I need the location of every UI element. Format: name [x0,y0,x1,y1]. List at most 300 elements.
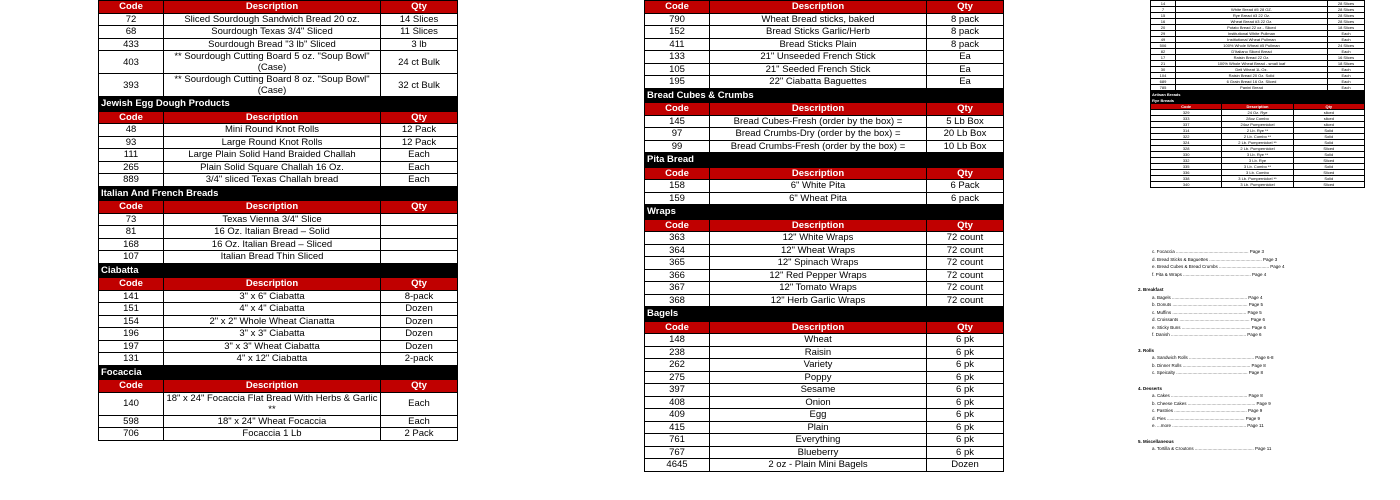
product-qty: 8-pack [381,290,458,303]
product-qty: Each [381,174,458,187]
column-header: Qty [927,1,1004,14]
section-title: Italian And French Breads [99,187,458,200]
product-code: 367 [645,282,710,295]
product-qty: 6 pk [927,421,1004,434]
table-row [645,282,1004,295]
toc-entry[interactable]: c. Speicalty ......................................................... Page 8 [1152,370,1264,375]
product-qty: Solid [1293,134,1364,140]
column-header: Code [645,321,710,334]
toc-group [1136,347,1381,377]
product-code: 265 [99,161,164,174]
column-header: Qty [381,1,458,14]
section-title: Bread Cubes & Crumbs [645,89,1004,102]
section-header-table [98,264,458,278]
toc-entry[interactable]: f. Danish ............................................................ Page 6 [1152,332,1262,337]
product-table [644,321,1004,472]
product-code: 275 [645,371,710,384]
product-qty: 28 Slices [1328,19,1365,25]
product-qty: sliced [1293,110,1364,116]
product-qty: Dozen [381,303,458,316]
product-code: 72 [99,13,164,26]
section-title: Artisan Breads [1151,92,1365,98]
product-description: 3" x 3" Wheat Ciabatta [164,340,381,353]
product-description: 21" Seeded French Stick [710,63,927,76]
product-code: 152 [645,26,710,39]
product-code: 368 [645,294,710,307]
toc-entry[interactable]: d. Bread Sticks & Baguettes .......................................... Page 3 [1152,256,1278,262]
table-row [99,26,458,39]
product-description: 3/4" sliced Texas Challah bread [164,174,381,187]
product-table [98,277,458,366]
product-code: 16 [1151,19,1176,25]
toc-group [1136,286,1381,339]
toc-group [1136,248,1381,278]
product-code: 82 [1151,49,1176,55]
product-qty: 6 Pack [927,180,1004,193]
column-header: Description [710,103,927,116]
product-qty: 10 Lb Box [927,140,1004,153]
product-qty: 6 pk [927,346,1004,359]
toc-entry[interactable]: c. Pastries .......................................................... Page 9 [1152,408,1263,413]
toc-entry[interactable]: a. Bagels ............................................................ Page 4 [1152,294,1263,300]
column-header: Qty [927,167,1004,180]
product-code: 197 [99,340,164,353]
product-qty: 72 count [927,232,1004,245]
product-qty: 6 pk [927,396,1004,409]
column-header: Code [99,1,164,14]
table-row [645,63,1004,76]
product-qty: Solid [1293,152,1364,158]
product-description: 4" x 4" Ciabatta [164,303,381,316]
table-row [645,192,1004,205]
toc-group-title: 5. Miscellaneous [1138,438,1174,444]
section-title: Focaccia [99,366,458,379]
product-code: 411 [645,38,710,51]
toc-entry[interactable]: e. Bread Cubes & Bread Crumbs ........................................ Page 4 [1152,264,1285,269]
product-qty: 72 count [927,282,1004,295]
product-qty: 72 count [927,244,1004,257]
product-qty: Each [1328,67,1365,73]
product-description: 100% Whole Wheat #5 Pullman [1176,43,1328,49]
table-row [99,303,458,316]
table-header-row [99,111,458,124]
product-table [644,0,1004,89]
table-row [99,213,458,226]
product-description: 2 Lb. Combo ** [1222,134,1293,140]
table-row [645,459,1004,472]
product-description: 3 Lb. Rye [1222,158,1293,164]
mini-top-table [1150,0,1365,91]
product-description: 2 Lb. Pumpernickel ** [1222,140,1293,146]
section-title: Rye Breads [1151,98,1365,104]
product-code: 104 [1151,73,1176,79]
product-code: 168 [99,238,164,251]
product-qty: Each [381,392,458,415]
product-description: Panini Bread [1176,85,1328,91]
column-header: Qty [927,321,1004,334]
column-header: Code [99,111,164,124]
product-code: 397 [645,384,710,397]
product-table [98,379,458,441]
product-code: 366 [645,269,710,282]
product-description: 3 Lb. Rye ** [1222,152,1293,158]
toc-entry[interactable]: e. Sticky Buns ....................................................... Page 6 [1152,324,1267,330]
product-code: 14 [1151,1,1176,7]
table-row [645,180,1004,193]
product-description: 3 Lb. Combo ** [1222,164,1293,170]
product-description: 2" x 2" Whole Wheat Cianatta [164,315,381,328]
product-code: 151 [99,303,164,316]
product-code: 761 [645,434,710,447]
product-code: 238 [645,346,710,359]
product-qty: Each [1328,73,1365,79]
mini-table-row [1151,85,1365,91]
product-qty: 6 pk [927,446,1004,459]
table-row [1151,134,1365,140]
product-code: 7 [1151,7,1176,13]
product-code: 4645 [645,459,710,472]
table-row [645,13,1004,26]
table-row [99,136,458,149]
product-qty: 5 Lb Box [927,115,1004,128]
product-description: 6" Wheat Pita [710,192,927,205]
product-description: Raisin Bread 20 Oz. Solid [1176,73,1328,79]
toc-entry[interactable]: a. Tortilla & Croutons ............................................... Page 11 [1152,446,1272,451]
section-title: Ciabatta [99,264,458,277]
product-code: 111 [99,149,164,162]
product-qty: Sliced [1293,170,1364,176]
product-table [98,111,458,187]
product-code: 48 [99,124,164,137]
table-row [1151,128,1365,134]
product-qty: 24 Slices [1328,43,1365,49]
product-description: Sliced Sourdough Sandwich Bread 20 oz. [164,13,381,26]
table-row [99,340,458,353]
table-row [645,26,1004,39]
product-description: 18" x 24" Focaccia Flat Bread With Herbs & Garlic ** [164,392,381,415]
column-header: Description [164,278,381,291]
product-qty: 24 ct Bulk [381,51,458,74]
column-header: Description [164,201,381,214]
toc-group-title: 2. Breakfast [1138,287,1164,292]
product-description: 18" x 24" Wheat Focaccia [164,415,381,428]
table-row [645,396,1004,409]
toc-entry[interactable]: f. Pita & Wraps ...................................................... Page 4 [1152,271,1267,277]
toc-entry[interactable]: a. Cakes ............................................................. Page 8 [1152,393,1263,398]
product-qty: 20 Lb Box [927,128,1004,141]
table-row [99,328,458,341]
product-description: 12" Spinach Wraps [710,257,927,270]
product-description: 3" x 3" Ciabatta [164,328,381,341]
product-qty: 14 Slices [381,13,458,26]
product-table [644,167,1004,206]
table-row [99,124,458,137]
product-qty: 8 pack [927,13,1004,26]
section-title: Bagels [645,308,1004,321]
product-code: 335 [1151,164,1222,170]
product-qty: 6 pk [927,409,1004,422]
product-description: 6" White Pita [710,180,927,193]
product-code: 333 [1151,116,1222,122]
table-row [99,251,458,264]
product-code: 145 [645,115,710,128]
section-title: Pita Bread [645,154,1004,167]
column-header: Code [99,201,164,214]
product-qty: 2-pack [381,353,458,366]
product-code: 337 [1151,122,1222,128]
toc-entry[interactable]: e. ...more ........................................................... Page 11 [1152,423,1264,428]
column-header: Description [1222,104,1293,110]
product-table [644,219,1004,308]
product-description: Bread Cubes-Fresh (order by the box) = [710,115,927,128]
section-header-table [98,97,458,111]
product-code: 140 [99,392,164,415]
table-row [99,315,458,328]
table-row [645,409,1004,422]
product-description: White Bread #5 28 OZ. [1176,7,1328,13]
product-qty: Each [1328,37,1365,43]
product-code: 30 [1151,67,1176,73]
product-description: ** Sourdough Cutting Board 5 oz. "Soup Bowl" (Case) [164,51,381,74]
product-qty: sliced [1293,122,1364,128]
table-row [1151,182,1365,188]
product-code: 364 [645,244,710,257]
product-description: 100% Whole Wheat Bread - small loaf [1176,61,1328,67]
product-table [98,0,458,97]
product-qty: Dozen [381,328,458,341]
section-header-table [644,153,1004,167]
table-row [645,115,1004,128]
product-code: 68 [99,26,164,39]
product-description: 28oz Combo [1222,116,1293,122]
product-code: 328 [1151,146,1222,152]
product-qty [381,226,458,239]
column-header: Code [1151,104,1222,110]
product-code: 889 [99,174,164,187]
product-qty: Dozen [927,459,1004,472]
toc-entry[interactable]: a. Sandwich Rolls .................................................... Page 6-8 [1152,355,1274,360]
product-code: 97 [645,128,710,141]
product-code: 29 [1151,31,1176,37]
product-qty: Each [1328,31,1365,37]
product-qty: Dozen [381,340,458,353]
product-qty: Ea [927,76,1004,89]
product-code: 107 [99,251,164,264]
product-description: 16 Oz. Italian Bread – Sliced [164,238,381,251]
product-description: Wheat [710,334,927,347]
toc-entry[interactable]: b. Cheese Cakes ...................................................... Page 9 [1152,400,1271,406]
product-description: 21" Unseeded French Stick [710,51,927,64]
table-row [645,421,1004,434]
toc-group-title: 3. Rolls [1138,347,1155,353]
product-qty: 6 pk [927,384,1004,397]
product-qty [381,238,458,251]
product-qty: 2 Pack [381,428,458,441]
table-row [1151,116,1365,122]
product-qty: Sliced [1293,182,1364,188]
product-code: 393 [99,74,164,97]
product-code: 409 [645,409,710,422]
product-qty: sliced [1293,116,1364,122]
product-description: Blueberry [710,446,927,459]
product-description: 22" Ciabatta Baguettes [710,76,927,89]
product-qty: 3 lb [381,38,458,51]
product-code: 415 [645,421,710,434]
table-row [645,371,1004,384]
toc-entry[interactable]: d. Pies .............................................................. Page 9 [1152,415,1261,421]
product-qty: 6 pk [927,371,1004,384]
product-description: Institutional White Pullman [1176,31,1328,37]
product-code: 81 [99,226,164,239]
product-description: Bread Crumbs-Dry (order by the box) = [710,128,927,141]
table-row [99,149,458,162]
table-header-row [645,321,1004,334]
product-code: 133 [645,51,710,64]
product-description: Wheat Bread #3 22 Oz. [1176,19,1328,25]
product-description: Plain Solid Square Challah 16 Oz. [164,161,381,174]
product-qty: 28 Slices [1328,1,1365,7]
product-qty: Sliced [1293,158,1364,164]
product-description: 2 Lb. Pumpernickel [1222,146,1293,152]
product-description: Sourdough Texas 3/4" Sliced [164,26,381,39]
product-description: Wheat Bread sticks, baked [710,13,927,26]
table-header-row [645,219,1004,232]
product-code: 148 [645,334,710,347]
table-row [645,269,1004,282]
toc-entry[interactable]: b. Dinner Rolls ...................................................... Page 8 [1152,362,1266,368]
column-header: Description [164,380,381,393]
product-description: Institutional Wheat Pullman [1176,37,1328,43]
table-header-row [99,201,458,214]
table-header-row [99,380,458,393]
product-description: 3 Lb. Pumpernickel [1222,182,1293,188]
product-qty: Each [381,161,458,174]
column-header: Qty [381,201,458,214]
product-description: Variety [710,359,927,372]
product-qty: Solid [1293,140,1364,146]
product-code: 332 [1151,158,1222,164]
product-qty: Each [381,415,458,428]
product-description: Plain [710,421,927,434]
product-qty: Each [381,149,458,162]
column-header: Qty [381,111,458,124]
product-description: Italian Bread Thin Sliced [164,251,381,264]
product-code: 403 [99,51,164,74]
product-qty: 18 Slices [1328,25,1365,31]
product-description: Onion [710,396,927,409]
product-code: 20 [1151,25,1176,31]
product-description: 12" Red Pepper Wraps [710,269,927,282]
product-code: 159 [645,192,710,205]
toc-entry[interactable]: d. Croissants ........................................................ Page 6 [1152,317,1266,322]
product-qty: 18 Slices [1328,61,1365,67]
product-qty: 28 Slices [1328,13,1365,19]
product-code: 196 [99,328,164,341]
table-row [99,51,458,74]
column-header: Description [710,219,927,232]
column-header: Code [99,380,164,393]
product-code: 93 [99,136,164,149]
table-row [645,446,1004,459]
column-header: Code [645,103,710,116]
table-row [99,13,458,26]
product-qty: 72 count [927,269,1004,282]
table-header-row [99,1,458,14]
product-description: Raisin [710,346,927,359]
product-description: Focaccia 1 Lb [164,428,381,441]
table-row [99,226,458,239]
product-description: Egg [710,409,927,422]
product-qty: Each [1328,79,1365,85]
product-qty: 6 pk [927,434,1004,447]
column-header: Code [645,167,710,180]
column-header: Description [710,321,927,334]
toc-group-title: 4. Desserts [1138,385,1163,391]
product-code: 363 [645,232,710,245]
product-qty: Solid [1293,176,1364,182]
product-description: 12" Wheat Wraps [710,244,927,257]
product-description: Texas Vienna 3/4" Slice [164,213,381,226]
toc-entry[interactable]: c. Muffins ........................................................... Page 5 [1152,309,1262,315]
product-table [98,200,458,264]
table-row [99,415,458,428]
product-code: 324 [1151,140,1222,146]
toc-entry[interactable]: c. Focaccia .......................................................... Page 3 [1152,249,1265,254]
table-row [1151,170,1365,176]
right-column [644,0,1004,472]
product-qty: 72 count [927,257,1004,270]
toc-entry[interactable]: b. Donuts ............................................................ Page 5 [1152,302,1264,307]
table-row [645,244,1004,257]
table-row [645,38,1004,51]
table-row [1151,164,1365,170]
product-qty: Ea [927,63,1004,76]
product-qty: 28 Slices [1328,7,1365,13]
product-description: Everything [710,434,927,447]
product-description: Bread Crumbs-Fresh (order by the box) = [710,140,927,153]
product-description: Poppy [710,371,927,384]
table-row [99,38,458,51]
table-row [645,232,1004,245]
table-row [645,257,1004,270]
table-row [1151,122,1365,128]
table-header-row [645,1,1004,14]
table-row [645,334,1004,347]
product-description: 3 Lb. Pumpernickel ** [1222,176,1293,182]
product-description: Deli Wheat 1L Oz. [1176,67,1328,73]
product-qty: Each [1328,49,1365,55]
product-qty: 32 ct Bulk [381,74,458,97]
product-qty: 12 Pack [381,136,458,149]
product-qty: 8 pack [927,38,1004,51]
table-header-row [99,278,458,291]
product-code: 17 [1151,55,1176,61]
product-table [644,102,1004,153]
product-code: 340 [1151,182,1222,188]
product-description: Raisin Bread 22 Oz. [1176,55,1328,61]
product-description: Large Plain Solid Hand Braided Challah [164,149,381,162]
table-row [99,290,458,303]
table-row [645,294,1004,307]
column-header: Qty [381,278,458,291]
product-code: 195 [645,76,710,89]
product-qty: Each [1328,85,1365,91]
mini-price-table [1150,0,1365,188]
product-description: ** Sourdough Cutting Board 8 oz. "Soup Bowl" (Case) [164,74,381,97]
product-code: 790 [645,13,710,26]
product-code: 15 [1151,13,1176,19]
product-qty: 6 pk [927,334,1004,347]
